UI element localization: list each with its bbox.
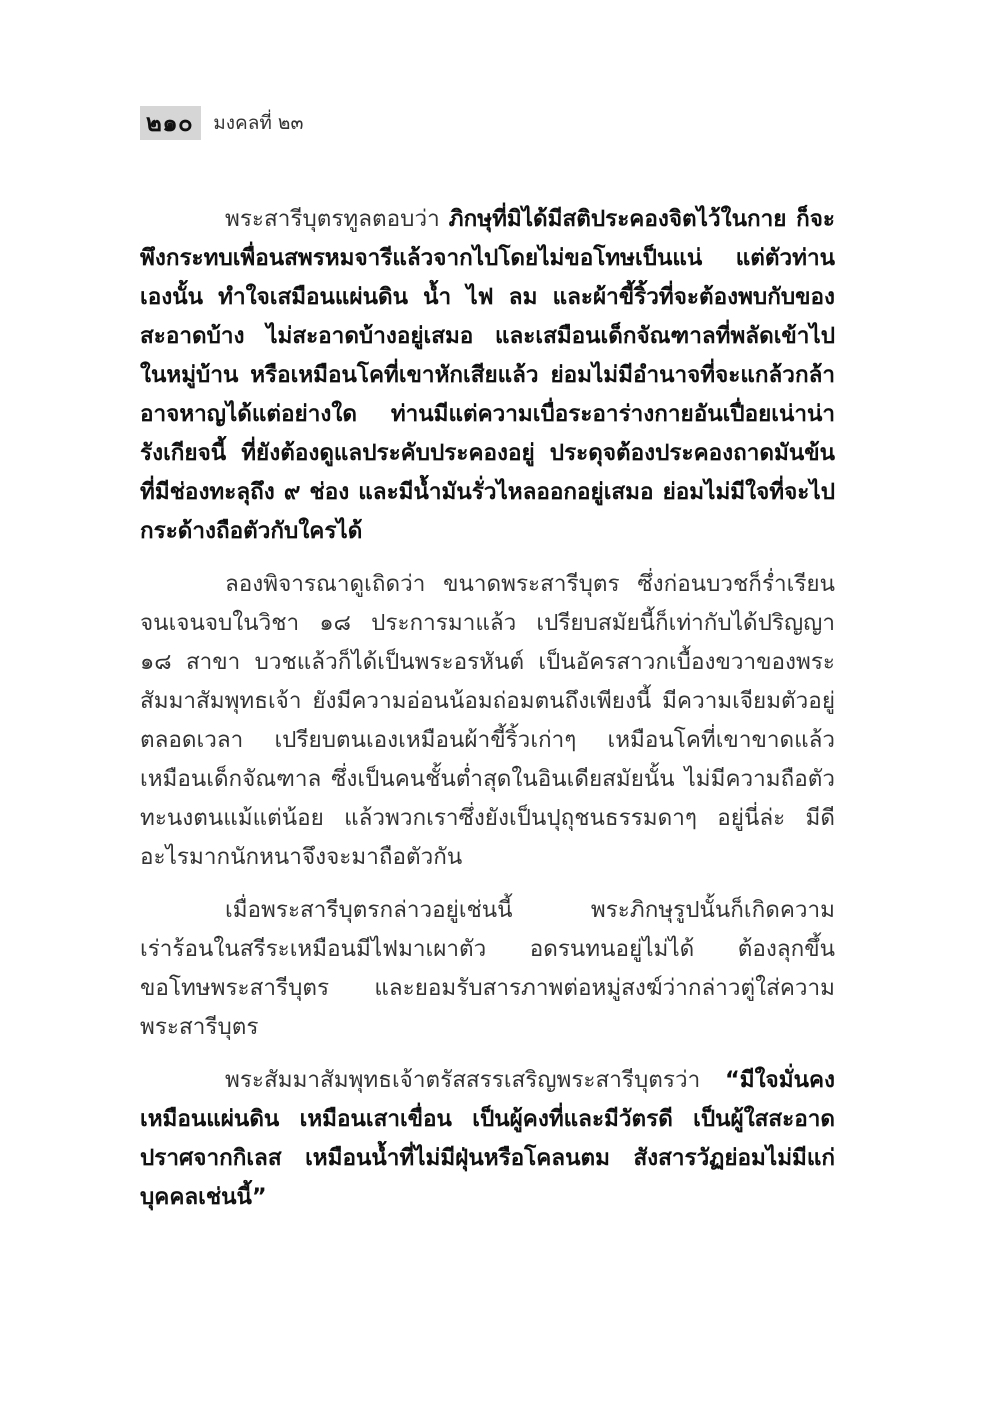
page-body bbox=[140, 200, 835, 1231]
paragraph-quote: “มีใจมั่นคงเหมือนแผ่นดิน เหมือนเสาเขื่อน เป็นผู้คงที่และมีวัตรดี เป็นผู้ใสสะอาดปราศจากกิเลส เหมือนน้ำที่ไม่มีฝุ่นหรือโคลนตม สังสารวัฏย่อมไม่มีแก่บุคคลเช่นนี้” bbox=[140, 1067, 835, 1210]
page-header bbox=[140, 106, 303, 140]
paragraph-emphasis: ภิกษุที่มิได้มีสติประคองจิตไว้ในกาย ก็จะพึงกระทบเพื่อนสพรหมจารีแล้วจากไปโดยไม่ขอโทษเป็นแน่ แต่ตัวท่านเองนั้น ทำใจเสมือนแผ่นดิน น้ำ ไฟ ลม และผ้าขี้ริ้วที่จะต้องพบกับของสะอาดบ้าง ไม่สะอาดบ้างอยู่เสมอ และเสมือนเด็กจัณฑาลที่พลัดเข้าไปในหมู่บ้าน หรือเหมือนโคที่เขาหักเสียแล้ว ย่อมไม่มีอำนาจที่จะแกล้วกล้าอาจหาญได้แต่อย่างใด ท่านมีแต่ความเบื่อระอาร่างกายอันเปื่อยเน่าน่ารังเกียจนี้ ที่ยังต้องดูแลประคับประคองอยู่ ประดุจต้องประคองถาดมันข้นที่มีช่องทะลุถึง ๙ ช่อง และมีน้ำมันรั่วไหลออกอยู่เสมอ ย่อมไม่มีใจที่จะไปกระด้างถือตัวกับใครได้ bbox=[140, 206, 835, 544]
paragraph-lead: พระสารีบุตรทูลตอบว่า bbox=[225, 206, 440, 232]
paragraph-lead: พระสัมมาสัมพุทธเจ้าตรัสสรรเสริญพระสารีบุตรว่า bbox=[225, 1067, 701, 1093]
paragraph-monk-apology: เมื่อพระสารีบุตรกล่าวอยู่เช่นนี้ พระภิกษุรูปนั้นก็เกิดความเร่าร้อนในสรีระเหมือนมีไฟมาเผาตัว อดรนทนอยู่ไม่ได้ ต้องลุกขึ้นขอโทษพระสารีบุตร และยอมรับสารภาพต่อหมู่สงฆ์ว่ากล่าวตู่ใส่ความพระสารีบุตร bbox=[140, 897, 835, 1040]
paragraph-reflection: ลองพิจารณาดูเถิดว่า ขนาดพระสารีบุตร ซึ่งก่อนบวชก็ร่ำเรียนจนเจนจบในวิชา ๑๘ ประการมาแล้ว เปรียบสมัยนี้ก็เท่ากับได้ปริญญา ๑๘ สาขา บวชแล้วก็ได้เป็นพระอรหันต์ เป็นอัครสาวกเบื้องขวาของพระสัมมาสัมพุทธเจ้า ยังมีความอ่อนน้อมถ่อมตนถึงเพียงนี้ มีความเจียมตัวอยู่ตลอดเวลา เปรียบตนเองเหมือนผ้าขี้ริ้วเก่าๆ เหมือนโคที่เขาขาดแล้ว เหมือนเด็กจัณฑาล ซึ่งเป็นคนชั้นต่ำสุดในอินเดียสมัยนั้น ไม่มีความถือตัวทะนงตนแม้แต่น้อย แล้วพวกเราซึ่งยังเป็นปุถุชนธรรมดาๆ อยู่นี่ล่ะ มีดีอะไรมากนักหนาจึงจะมาถือตัวกัน bbox=[140, 571, 835, 870]
page-number: ๒๑๐ bbox=[140, 106, 201, 140]
paragraph-buddha-praise bbox=[140, 1061, 835, 1217]
paragraph-sariputta-reply bbox=[140, 200, 835, 551]
running-title: มงคลที่ ๒๓ bbox=[213, 112, 304, 134]
